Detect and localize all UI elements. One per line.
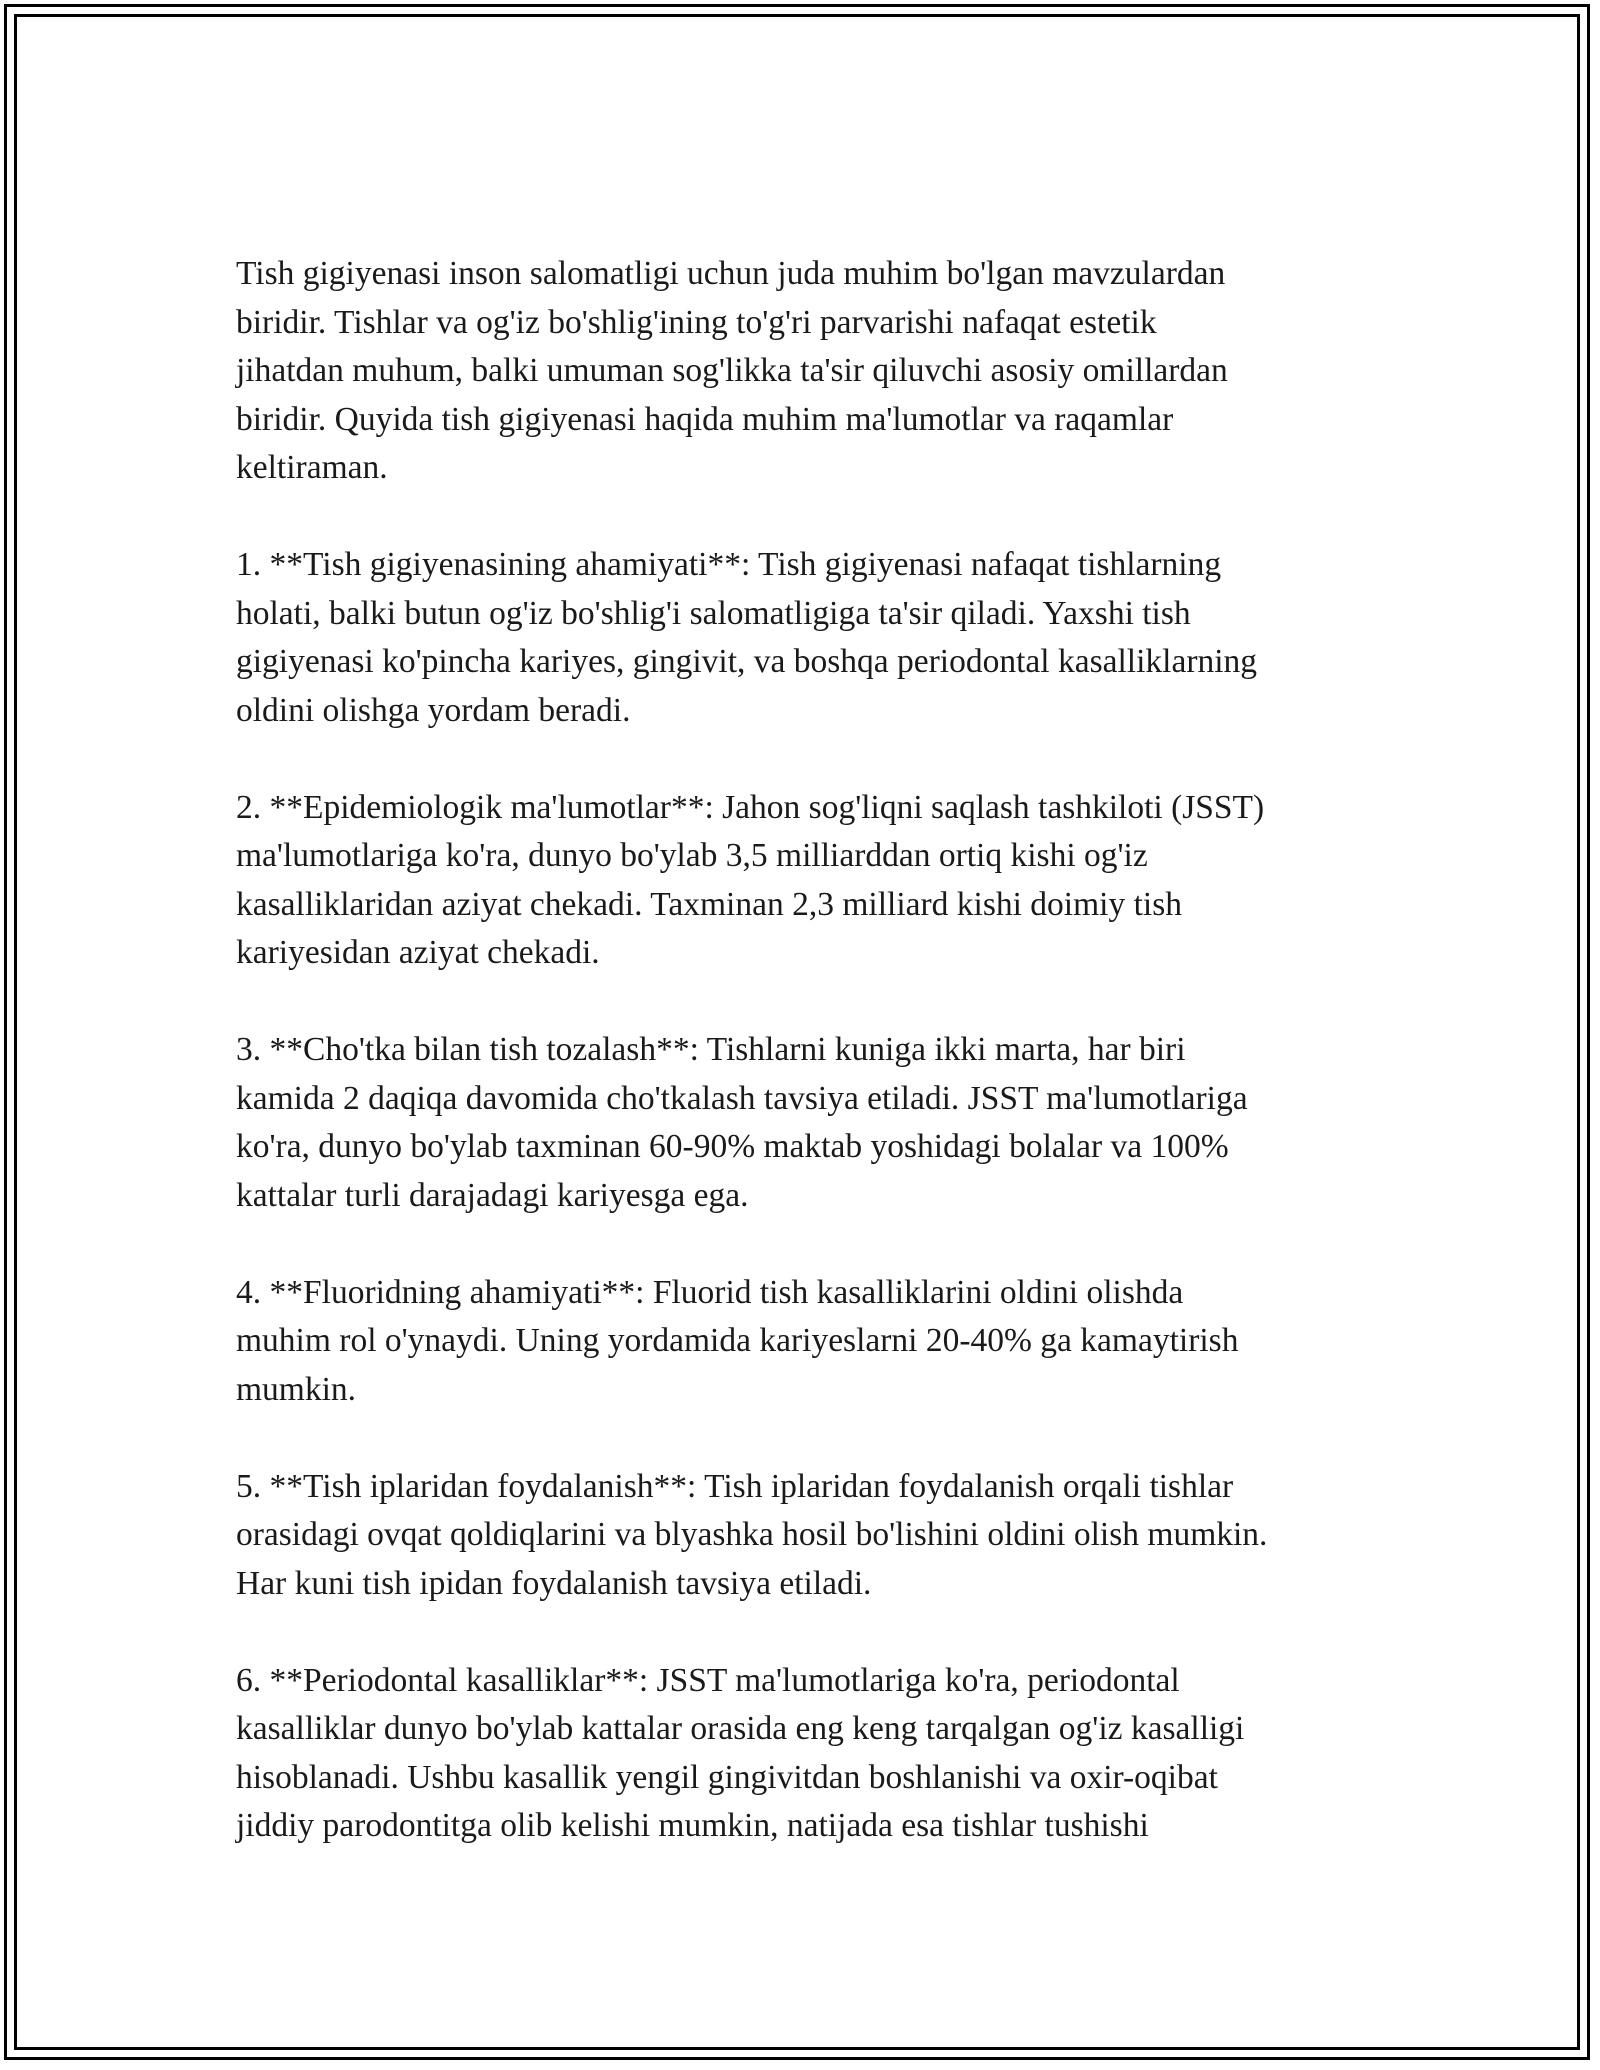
list-item-5: 5. **Tish iplaridan foydalanish**: Tish iplaridan foydalanish orqali tishlar orasidagi ovqat qoldiqlarini va blyashka hosil bo'lishini oldini olish mumkin. Har kuni tish ipidan foydalanish tavsiya etiladi. (236, 1467, 1268, 1602)
intro-paragraph: Tish gigiyenasi inson salomatligi uchun juda muhim bo'lgan mavzulardan biridir. Tishlar va og'iz bo'shlig'ining to'g'ri parvarishi nafaqat estetik jihatdan muhum, balki umuman sog'likka ta'sir qiluvchi asosiy omillardan biridir. Quyida tish gigiyenasi haqida muhim ma'lumotlar va raqamlar keltiraman. (236, 255, 1228, 486)
list-item-6: 6. **Periodontal kasalliklar**: JSST ma'lumotlariga ko'ra, periodontal kasalliklar dunyo bo'ylab kattalar orasida eng keng tarqalgan og'iz kasalligi hisoblanadi. Ushbu kasallik yengil gingivitdan boshlanishi va oxir-oqibat jiddiy parodontitga olib kelishi mumkin, natijada esa tishlar tushishi (236, 1661, 1245, 1844)
list-item-3: 3. **Cho'tka bilan tish tozalash**: Tishlarni kuniga ikki marta, har biri kamida 2 daqiqa davomida cho'tkalash tavsiya etiladi. JSST ma'lumotlariga ko'ra, dunyo bo'ylab taxminan 60-90% maktab yoshidagi bolalar va 100% kattalar turli darajadagi kariyesga ega. (236, 1031, 1248, 1214)
list-item-4: 4. **Fluoridning ahamiyati**: Fluorid tish kasalliklarini oldini olishda muhim rol o'ynaydi. Uning yordamida kariyeslarni 20-40% ga kamaytirish mumkin. (236, 1273, 1239, 1408)
list-item-2: 2. **Epidemiologik ma'lumotlar**: Jahon sog'liqni saqlash tashkiloti (JSST) ma'lumotlariga ko'ra, dunyo bo'ylab 3,5 milliarddan ortiq kishi og'iz kasalliklaridan aziyat chekadi. Taxminan 2,3 milliard kishi doimiy tish kariyesidan aziyat chekadi. (236, 788, 1265, 971)
list-item-1: 1. **Tish gigiyenasining ahamiyati**: Tish gigiyenasi nafaqat tishlarning holati, balki butun og'iz bo'shlig'i salomatligiga ta'sir qiladi. Yaxshi tish gigiyenasi ko'pincha kariyes, gingivit, va boshqa periodontal kasalliklarning oldini olishga yordam beradi. (236, 546, 1258, 729)
document-body (236, 250, 1386, 1851)
